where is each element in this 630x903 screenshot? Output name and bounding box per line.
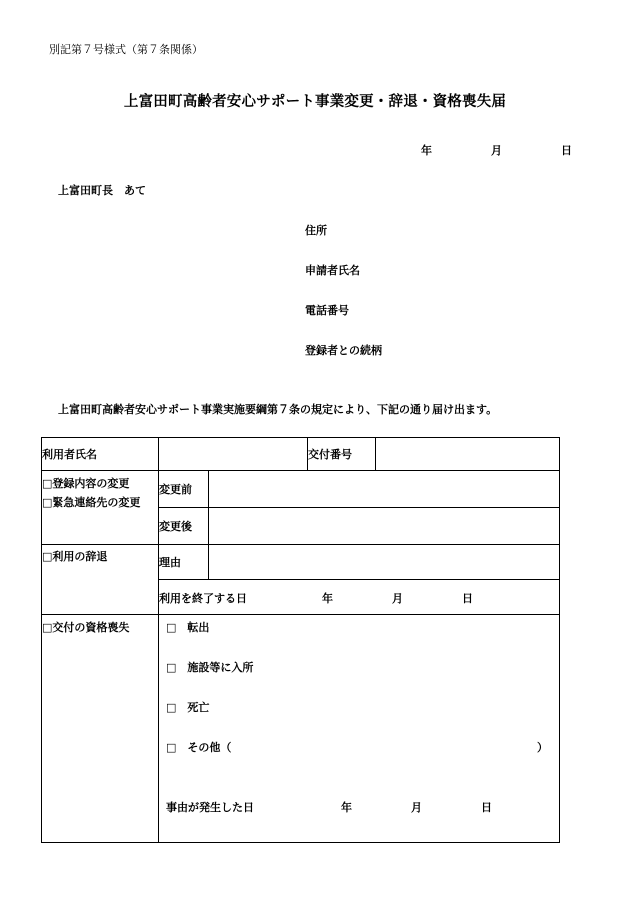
phone-label: 電話番号 bbox=[305, 304, 349, 317]
before-label: 変更前 bbox=[159, 471, 209, 508]
after-field[interactable] bbox=[209, 508, 560, 545]
other-close-paren: ） bbox=[537, 741, 548, 754]
address-label: 住所 bbox=[305, 224, 327, 237]
issue-number-label: 交付番号 bbox=[308, 438, 376, 471]
date-day-label: 日 bbox=[561, 144, 572, 157]
change-option-registration[interactable]: □登録内容の変更 bbox=[42, 477, 130, 490]
loss-option[interactable]: □交付の資格喪失 bbox=[42, 615, 159, 843]
end-date-label: 利用を終了する日 bbox=[159, 592, 247, 605]
loss-reason-other[interactable]: □ その他（ bbox=[166, 741, 232, 754]
issue-number-field[interactable] bbox=[376, 438, 560, 471]
applicant-name-label: 申請者氏名 bbox=[305, 264, 360, 277]
page-title: 上富田町高齢者安心サポート事業変更・辞退・資格喪失届 bbox=[123, 94, 507, 110]
after-label: 変更後 bbox=[159, 508, 209, 545]
loss-row bbox=[42, 615, 560, 843]
occurred-date-year: 年 bbox=[341, 801, 352, 814]
withdraw-option[interactable]: □利用の辞退 bbox=[42, 545, 159, 615]
reason-field[interactable] bbox=[209, 545, 560, 580]
statement: 上富田町高齢者安心サポート事業実施要綱第７条の規定により、下記の通り届け出ます。 bbox=[58, 403, 498, 416]
loss-reason-moveout[interactable]: □ 転出 bbox=[166, 621, 210, 634]
before-field[interactable] bbox=[209, 471, 560, 508]
end-date-cell[interactable] bbox=[159, 580, 560, 615]
end-date-month: 月 bbox=[392, 592, 403, 605]
withdraw-row bbox=[42, 545, 560, 580]
occurred-date-day: 日 bbox=[481, 801, 492, 814]
date-year-label: 年 bbox=[421, 144, 432, 157]
notification-table bbox=[41, 437, 560, 843]
occurred-date-label: 事由が発生した日 bbox=[166, 801, 254, 814]
change-options bbox=[42, 471, 159, 545]
change-before-row bbox=[42, 471, 560, 508]
loss-reason-death[interactable]: □ 死亡 bbox=[166, 701, 210, 714]
end-date-year: 年 bbox=[322, 592, 333, 605]
end-date-day: 日 bbox=[462, 592, 473, 605]
user-name-field[interactable] bbox=[159, 438, 308, 471]
occurred-date-month: 月 bbox=[411, 801, 422, 814]
date-month-label: 月 bbox=[491, 144, 502, 157]
relation-label: 登録者との続柄 bbox=[305, 344, 382, 357]
loss-reason-facility[interactable]: □ 施設等に入所 bbox=[166, 661, 254, 674]
addressee: 上富田町長 あて bbox=[58, 184, 146, 197]
user-name-label: 利用者氏名 bbox=[42, 438, 159, 471]
form-number: 別記第７号様式（第７条関係） bbox=[49, 43, 203, 56]
change-option-emergency[interactable]: □緊急連絡先の変更 bbox=[42, 496, 141, 509]
loss-details bbox=[159, 615, 560, 843]
reason-label: 理由 bbox=[159, 545, 209, 580]
user-row bbox=[42, 438, 560, 471]
